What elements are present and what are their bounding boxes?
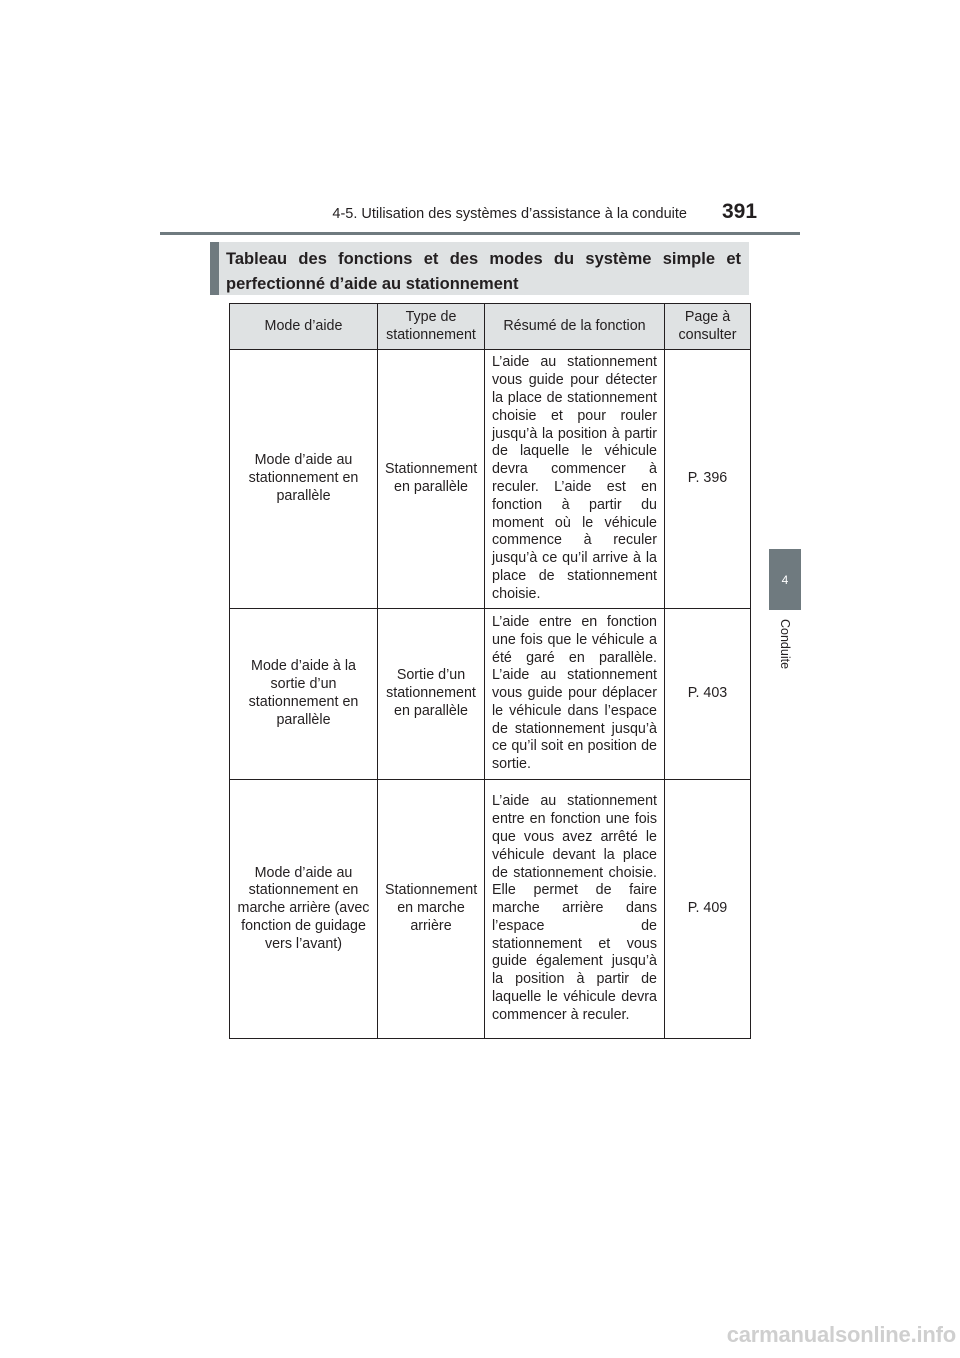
section-title: 4-5. Utilisation des systèmes d’assistance à la conduite bbox=[332, 206, 687, 222]
cell-parking-type: Stationnement en parallèle bbox=[378, 350, 485, 609]
column-header-summary: Résumé de la fonction bbox=[485, 304, 665, 350]
chapter-tab-label-text: Conduite bbox=[778, 618, 792, 670]
functions-table bbox=[229, 303, 751, 1039]
cell-page-reference: P. 409 bbox=[665, 780, 751, 1039]
table-row bbox=[230, 780, 751, 1039]
table-row bbox=[230, 350, 751, 609]
section-heading: Tableau des fonctions et des modes du système simple et perfectionné d’aide au stationnement bbox=[210, 242, 749, 295]
cell-mode: Mode d’aide au stationnement en parallèle bbox=[230, 350, 378, 609]
cell-page-reference: P. 396 bbox=[665, 350, 751, 609]
table-row bbox=[230, 609, 751, 780]
watermark: carmanualsonline.info bbox=[726, 1322, 956, 1347]
cell-summary: L’aide au stationnement entre en fonction une fois que vous avez arrêté le véhicule devant la place de stationnement choisie. Elle permet de faire marche arrière dans l’espace de stationnement et vous guide également jusqu’à la position à partir de laquelle le véhicule devra commencer à reculer. bbox=[485, 780, 665, 1039]
cell-mode: Mode d’aide au stationnement en marche arrière (avec fonction de guidage vers l’avant) bbox=[230, 780, 378, 1039]
page-number: 391 bbox=[722, 200, 758, 223]
cell-mode: Mode d’aide à la sortie d’un stationnement en parallèle bbox=[230, 609, 378, 780]
cell-page-reference: P. 403 bbox=[665, 609, 751, 780]
column-header-mode: Mode d’aide bbox=[230, 304, 378, 350]
chapter-tab-label bbox=[769, 612, 801, 676]
header-divider bbox=[160, 232, 800, 235]
chapter-tab-number: 4 bbox=[769, 549, 801, 610]
cell-parking-type: Sortie d’un stationnement en parallèle bbox=[378, 609, 485, 780]
column-header-page: Page à consulter bbox=[665, 304, 751, 350]
cell-summary: L’aide entre en fonction une fois que le véhicule a été garé en parallèle. L’aide au stationnement vous guide pour déplacer le véhicule dans l’espace de stationnement jusqu’à ce qu’il soit en position de sortie. bbox=[485, 609, 665, 780]
cell-parking-type: Stationnement en marche arrière bbox=[378, 780, 485, 1039]
table-header-row bbox=[230, 304, 751, 350]
column-header-parking-type: Type de stationnement bbox=[378, 304, 485, 350]
cell-summary: L’aide au stationnement vous guide pour détecter la place de stationnement choisie et pour rouler jusqu’à la position à partir de laquelle le véhicule devra commencer à reculer. L’aide est en fonction à partir du moment où le véhicule commence à reculer jusqu’à ce qu’il arrive à la place de stationnement choisie. bbox=[485, 350, 665, 609]
